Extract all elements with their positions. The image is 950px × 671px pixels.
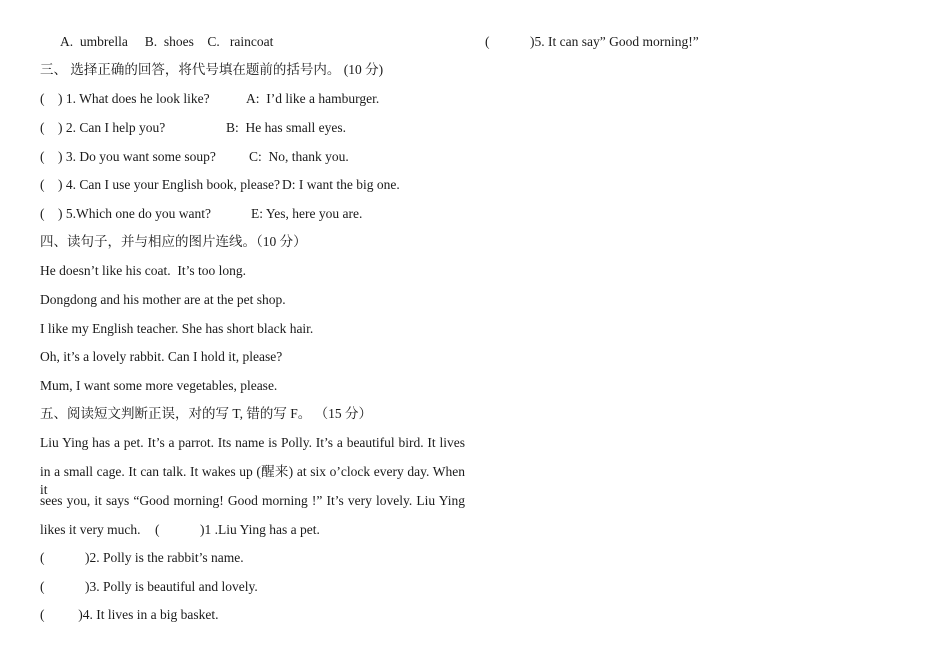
s5-question-1: ( )1 .Liu Ying has a pet. [155,522,320,537]
s5-question-4: ( )4. It lives in a big basket. [40,607,219,622]
s3-question-2: ( ) 2. Can I help you? [40,120,166,135]
s3-answer-b: B: He has small eyes. [226,120,346,135]
s4-sentence-2: Dongdong and his mother are at the pet shop. [40,292,286,307]
s5-question-2: ( )2. Polly is the rabbit’s name. [40,550,244,565]
question-5-paren: ( [485,34,490,49]
previous-question-options: A. umbrella B. shoes C. raincoat [60,34,274,49]
s4-sentence-4: Oh, it’s a lovely rabbit. Can I hold it, please? [40,349,283,364]
s3-question-3: ( ) 3. Do you want some soup? [40,149,216,164]
s4-sentence-1: He doesn’t like his coat. It’s too long. [40,263,246,278]
section-5-heading: 五、阅读短文判断正误，对的写 T, 错的写 F。 （15 分） [40,406,373,421]
passage-line-2: in a small cage. It can talk. It wakes up (醒来) at six o’clock every day. When it [40,464,465,497]
passage-line-3: sees you, it says “Good morning! Good morning !” It’s very lovely. Liu Ying [40,493,465,508]
passage-line-4: likes it very much. [40,522,141,537]
s5-question-3: ( )3. Polly is beautiful and lovely. [40,579,258,594]
s3-question-1: ( ) 1. What does he look like? [40,91,210,106]
s4-sentence-5: Mum, I want some more vegetables, please. [40,378,278,393]
s3-answer-e: E: Yes, here you are. [251,206,363,221]
section-3-heading: 三、 选择正确的回答，将代号填在题前的括号内。 (10 分) [40,62,384,77]
s3-answer-c: C: No, thank you. [249,149,349,164]
s3-answer-d: D: I want the big one. [282,177,400,192]
question-5-text: )5. It can say” Good morning!” [530,34,699,49]
s3-question-4: ( ) 4. Can I use your English book, please? [40,177,280,192]
passage-line-1: Liu Ying has a pet. It’s a parrot. Its name is Polly. It’s a beautiful bird. It lives [40,435,465,450]
section-4-heading: 四、读句子，并与相应的图片连线。（10 分） [40,234,307,249]
s3-question-5: ( ) 5.Which one do you want? [40,206,211,221]
s4-sentence-3: I like my English teacher. She has short black hair. [40,321,314,336]
s3-answer-a: A: I’d like a hamburger. [246,91,380,106]
